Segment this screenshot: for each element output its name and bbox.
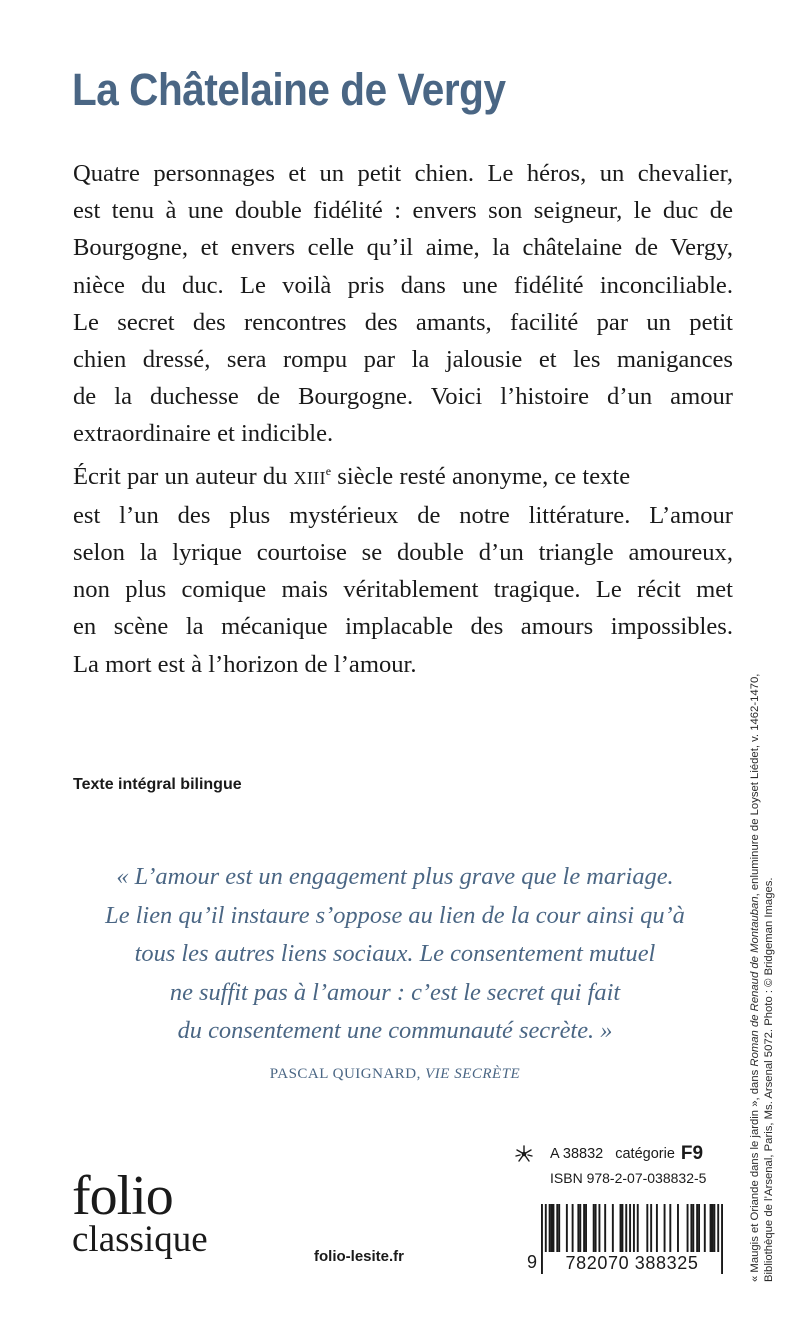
credit-text: « Maugis et Oriande dans le jardin », dans [749,1066,761,1282]
product-codes [514,1142,722,1186]
book-title: La Châtelaine de Vergy [72,64,506,115]
credit-work-title: Roman de Renaud de Montauban [749,896,761,1067]
cover-image-credit [748,674,776,1282]
publisher-website: folio-lesite.fr [314,1248,405,1265]
folio-wordmark: folio [72,1165,173,1227]
description-line: La mort est à l’horizon de l’amour. [73,650,417,678]
description-line: en scène la mécanique implacable des amours impossibles. [73,613,733,641]
isbn: ISBN 978-2-07-038832-5 [550,1170,707,1186]
credit-text: , enluminure de Loyset Liédet, v. 1462-1470, [749,673,761,897]
quote-line: ne suffit pas à l’amour : c’est le secret qui fait [169,978,621,1006]
quote-line: « L’amour est un engagement plus grave que le mariage. [116,863,674,890]
description-line: nièce du duc. Le voilà pris dans une fidélité inconciliable. [73,271,733,299]
classique-wordmark: classique [72,1219,208,1260]
description-text: Écrit par un auteur du [73,462,294,490]
description-line: de la duchesse de Bourgogne. Voici l’histoire d’un amour [73,383,733,411]
ean-first-digit: 9 [527,1252,538,1272]
pull-quote [60,858,730,1051]
quote-work: VIE SECRÈTE [425,1066,521,1082]
description-line: Le secret des rencontres des amants, facilité par un petit [73,308,733,336]
credit-line [748,674,762,1282]
price-category: F9 [680,1143,704,1164]
ean-digits: 782070 388325 [544,1252,720,1274]
description-line: chien dressé, sera rompu par la jalousie et les manigances [73,346,733,374]
integral-text-label: Texte intégral bilingue [73,776,242,793]
quote-author: PASCAL QUIGNARD, [269,1066,421,1082]
description-line: non plus comique mais véritablement tragique. Le récit met [73,576,733,604]
description-line: Quatre personnages et un petit chien. Le héros, un chevalier, [73,160,733,187]
description-line: selon la lyrique courtoise se double d’un triangle amoureux, [73,539,733,567]
barcode-bar [721,1204,723,1274]
category-label: catégorie [615,1146,675,1162]
description-text: siècle resté anonyme, ce texte [331,462,631,490]
credit-line: Bibliothèque de l’Arsenal, Paris, Ms. Arsenal 5072. Photo : © Bridgeman Images. [763,877,775,1282]
description-line: est tenu à une double fidélité : envers son seigneur, le duc de [73,197,733,225]
quote-line: tous les autres liens sociaux. Le consentement mutuel [134,940,656,968]
quote-line: du consentement une communauté secrète. » [177,1017,613,1045]
catalog-reference: A 38832 [550,1146,604,1162]
description-line: Bourgogne, et envers celle qu’il aime, la châtelaine de Vergy, [73,234,733,262]
ean-barcode [527,1204,723,1282]
folio-classique-logo [72,1165,208,1260]
description-line: extraordinaire et indicible. [73,420,334,448]
description-line: est l’un des plus mystérieux de notre littérature. L’amour [73,501,733,529]
quote-line: Le lien qu’il instaure s’oppose au lien de la cour ainsi qu’à [105,901,685,929]
quote-attribution [60,1066,730,1083]
reference-row [514,1142,722,1166]
description-line [73,453,733,497]
century-superscript: e [325,463,332,478]
barcode-bar [541,1204,543,1274]
century-numeral: XIII [293,467,326,488]
back-cover-description [73,155,733,683]
gallimard-star-icon [514,1144,534,1164]
